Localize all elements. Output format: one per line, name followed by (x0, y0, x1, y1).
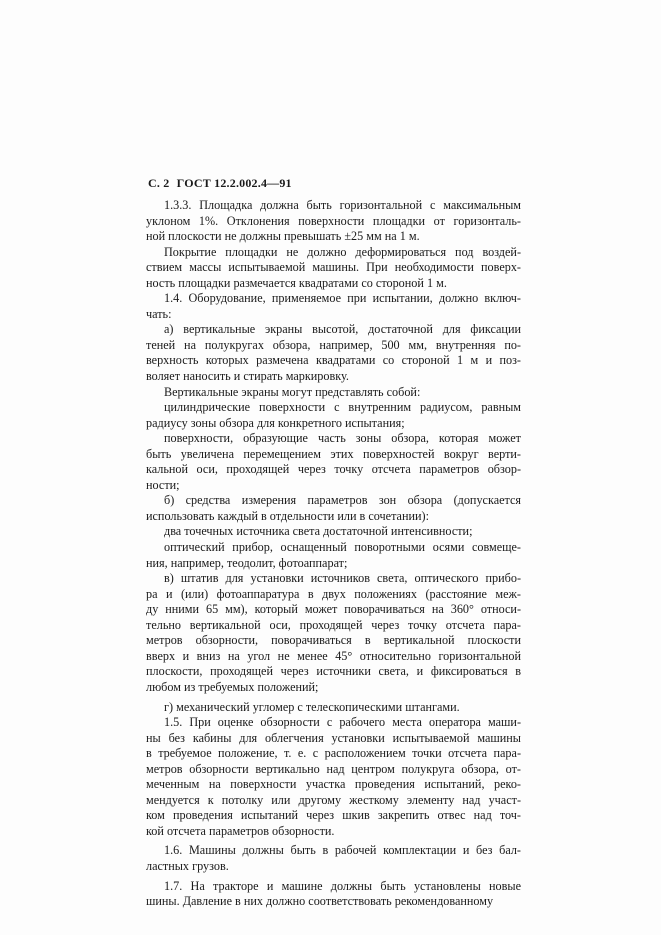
text-line: вверх и вниз на угол не менее 45° относительно горизонтальной (146, 648, 521, 663)
text-line: любом из требуемых положений; (146, 679, 319, 694)
text-line: быть увеличена перемещением этих поверхностей вокруг верти- (146, 446, 521, 461)
text-line: использовать каждый в отдельности или в сочетании): (146, 508, 429, 523)
paragraph (146, 431, 521, 493)
paragraph (146, 400, 521, 431)
paragraph (146, 524, 521, 540)
text-line: ны без кабины для облегчения установки испытываемой машины (146, 730, 521, 745)
text-line: ра и (или) фотоаппаратура в двух положениях (расстояние меж- (146, 586, 521, 601)
text-line: уклоном 1%. Отклонения поверхности площадки от горизонталь- (146, 213, 521, 228)
text-line: 1.5. При оценке обзорности с рабочего места оператора маши- (164, 715, 521, 730)
text-line: ния, например, теодолит, фотоаппарат; (146, 555, 348, 570)
text-line: плоскости, проходящей через источники света, и фиксироваться в (146, 664, 521, 679)
text-line: б) средства измерения параметров зон обзора (допускается (164, 493, 521, 508)
text-line: ности; (146, 477, 180, 492)
text-line: цилиндрические поверхности с внутренним радиусом, равным (164, 400, 521, 415)
text-line: кальной оси, проходящей через точку отсчета параметров обзор- (146, 462, 521, 477)
text-line: ность площадки размечается квадратами со стороной 1 м. (146, 275, 447, 290)
text-line: Покрытие площадки не должно деформироваться под воздей- (164, 244, 521, 259)
text-line: кой отсчета параметров обзорности. (146, 823, 335, 838)
page-header (148, 176, 292, 191)
paragraph (146, 843, 521, 874)
text-line: ластных грузов. (146, 858, 229, 873)
text-line: поверхности, образующие часть зоны обзора, которая может (164, 431, 521, 446)
text-line: шины. Давление в них должно соответствовать рекомендованному (146, 894, 494, 909)
text-line: ду нними 65 мм), который может поворачиваться на 360° относи- (146, 602, 521, 617)
text-line: оптический прибор, оснащенный поворотными осями совмеще- (164, 540, 521, 555)
text-line: 1.7. На тракторе и машине должны быть установлены новые (164, 878, 521, 893)
text-line: меченным на поверхности участка проведения испытаний, реко- (146, 777, 521, 792)
text-line: верхность которых размечена квадратами со стороной 1 м и поз- (146, 353, 521, 368)
text-line: Вертикальные экраны могут представлять собой: (164, 384, 421, 399)
paragraph (146, 540, 521, 571)
paragraph (146, 245, 521, 292)
text-line: тельно вертикальной оси, проходящей через точку отсчета пара- (146, 617, 521, 632)
page-number: С. 2 (148, 176, 170, 190)
document-body (146, 198, 521, 910)
paragraph (146, 291, 521, 322)
text-line: ной плоскости не должны превышать ±25 мм на 1 м. (146, 229, 420, 244)
text-line: г) механический угломер с телескопическими штангами. (164, 699, 460, 714)
text-line: метров обзорности вертикально над центром полукруга обзора, от- (146, 761, 521, 776)
paragraph (146, 198, 521, 245)
paragraph (146, 715, 521, 839)
paragraph (146, 493, 521, 524)
paragraph (146, 700, 521, 716)
text-line: мендуется к потолку или другому жесткому элементу над участ- (146, 792, 521, 807)
text-line: в требуемое положение, т. е. с расположением точки отсчета пара- (146, 746, 521, 761)
text-line: ствием массы испытываемой машины. При необходимости поверх- (146, 260, 521, 275)
text-line: чать: (146, 306, 172, 321)
standard-number: ГОСТ 12.2.002.4—91 (176, 176, 292, 190)
paragraph (146, 385, 521, 401)
text-line: 1.4. Оборудование, применяемое при испытании, должно включ- (164, 291, 521, 306)
paragraph (146, 879, 521, 910)
text-line: в) штатив для установки источников света, оптического прибо- (164, 571, 521, 586)
text-line: 1.6. Машины должны быть в рабочей комплектации и без бал- (164, 843, 521, 858)
text-line: воляет наносить и стирать маркировку. (146, 369, 349, 384)
text-line: ком проведения испытаний через шкив закрепить отвес над точ- (146, 808, 521, 823)
paragraph (146, 571, 521, 695)
paragraph (146, 322, 521, 384)
text-line: радиусу зоны обзора для конкретного испытания; (146, 415, 405, 430)
text-line: метров обзорности, поворачиваться в вертикальной плоскости (146, 633, 521, 648)
text-line: теней на полукругах обзора, например, 500 мм, внутренняя по- (146, 337, 521, 352)
text-line: два точечных источника света достаточной интенсивности; (164, 524, 473, 539)
text-line: а) вертикальные экраны высотой, достаточной для фиксации (164, 322, 521, 337)
text-line: 1.3.3. Площадка должна быть горизонтальной с максимальным (164, 198, 521, 212)
